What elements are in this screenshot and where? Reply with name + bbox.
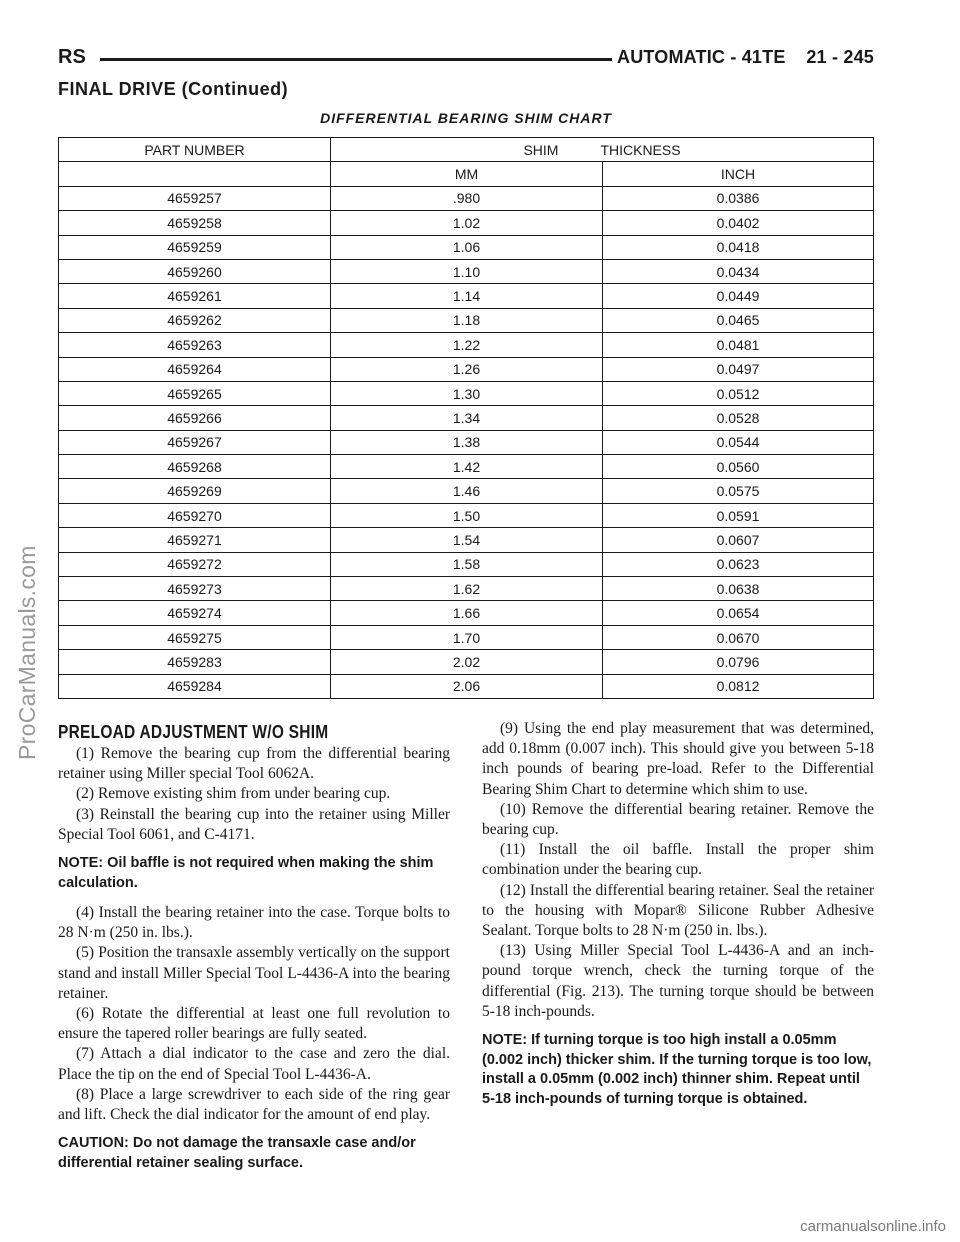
cell-inch: 0.0465: [603, 308, 874, 332]
cell-mm: 1.30: [331, 381, 603, 405]
step-paragraph: (8) Place a large screwdriver to each side of the ring gear and lift. Check the dial indicator for the amount of end play.: [58, 1085, 450, 1124]
cell-part-number: 4659270: [59, 503, 331, 527]
cell-inch: 0.0512: [603, 381, 874, 405]
cell-inch: 0.0434: [603, 259, 874, 283]
step-paragraph: (10) Remove the differential bearing retainer. Remove the bearing cup.: [482, 800, 874, 839]
preload-left-column: [58, 744, 450, 1183]
table-row: [59, 381, 874, 405]
cell-part-number: 4659284: [59, 674, 331, 698]
cell-part-number: 4659269: [59, 479, 331, 503]
table-row: [59, 650, 874, 674]
note-paragraph: NOTE: If turning torque is too high install a 0.05mm (0.002 inch) thicker shim. If the turning torque is too low, install a 0.05mm (0.002 inch) thinner shim. Repeat until 5-18 inch-pounds of turning torque is obtained.: [482, 1032, 872, 1107]
cell-mm: 1.70: [331, 625, 603, 649]
cell-inch: 0.0654: [603, 601, 874, 625]
cell-part-number: 4659263: [59, 333, 331, 357]
cell-part-number: 4659258: [59, 211, 331, 235]
cell-part-number: 4659274: [59, 601, 331, 625]
cell-inch: 0.0591: [603, 503, 874, 527]
page-header: [58, 44, 874, 72]
cell-part-number: 4659264: [59, 357, 331, 381]
watermark: ProCarManuals.com: [14, 545, 40, 760]
cell-mm: 1.58: [331, 552, 603, 576]
cell-mm: 1.34: [331, 406, 603, 430]
cell-inch: 0.0575: [603, 479, 874, 503]
step-paragraph: (13) Using Miller Special Tool L-4436-A and an inch-pound torque wrench, check the turning torque of the differential (Fig. 213). The turning torque should be between 5-18 inch-pounds.: [482, 942, 874, 1020]
cell-inch: 0.0623: [603, 552, 874, 576]
preload-heading: PRELOAD ADJUSTMENT W/O SHIM: [58, 722, 329, 742]
section-continued-title: FINAL DRIVE (Continued): [58, 79, 289, 99]
cell-mm: 1.02: [331, 211, 603, 235]
cell-inch: 0.0812: [603, 674, 874, 698]
note-paragraph: CAUTION: Do not damage the transaxle case and/or differential retainer sealing surface.: [58, 1135, 416, 1171]
step-paragraph: (2) Remove existing shim from under bearing cup.: [76, 785, 391, 803]
cell-mm: 1.46: [331, 479, 603, 503]
cell-inch: 0.0607: [603, 528, 874, 552]
cell-mm: 1.06: [331, 235, 603, 259]
cell-part-number: 4659275: [59, 625, 331, 649]
cell-mm: 1.50: [331, 503, 603, 527]
cell-part-number: 4659266: [59, 406, 331, 430]
cell-inch: 0.0796: [603, 650, 874, 674]
note-paragraph: NOTE: Oil baffle is not required when making the shim calculation.: [58, 855, 434, 891]
table-row: [59, 284, 874, 308]
cell-part-number: 4659259: [59, 235, 331, 259]
cell-inch: 0.0670: [603, 625, 874, 649]
cell-part-number: 4659273: [59, 577, 331, 601]
table-subheader-row: [59, 162, 874, 186]
cell-mm: .980: [331, 186, 603, 210]
header-rs: RS: [58, 46, 86, 68]
cell-part-number: 4659267: [59, 430, 331, 454]
cell-part-number: 4659262: [59, 308, 331, 332]
table-row: [59, 186, 874, 210]
table-header-row: [59, 138, 874, 162]
step-paragraph: (7) Attach a dial indicator to the case and zero the dial. Place the tip on the end of Special Tool L-4436-A.: [58, 1045, 450, 1083]
cell-mm: 1.38: [331, 430, 603, 454]
header-shim: SHIM: [523, 141, 559, 158]
step-paragraph: (1) Remove the bearing cup from the differential bearing retainer using Miller special Tool 6062A.: [58, 745, 450, 783]
table-row: [59, 601, 874, 625]
header-blank: [59, 162, 331, 186]
header-thickness: THICKNESS: [600, 141, 681, 158]
header-rule: [100, 58, 612, 61]
cell-mm: 1.18: [331, 308, 603, 332]
cell-mm: 1.10: [331, 259, 603, 283]
cell-part-number: 4659268: [59, 455, 331, 479]
cell-inch: 0.0497: [603, 357, 874, 381]
cell-mm: 1.14: [331, 284, 603, 308]
step-paragraph: (6) Rotate the differential at least one full revolution to ensure the tapered roller bearings are fully seated.: [58, 1005, 450, 1043]
site-footer: carmanualsonline.info: [800, 1218, 946, 1235]
cell-part-number: 4659272: [59, 552, 331, 576]
step-paragraph: (11) Install the oil baffle. Install the proper shim combination under the bearing cup.: [482, 841, 874, 879]
table-row: [59, 430, 874, 454]
table-row: [59, 674, 874, 698]
cell-mm: 2.02: [331, 650, 603, 674]
cell-mm: 1.22: [331, 333, 603, 357]
table-row: [59, 528, 874, 552]
step-paragraph: (5) Position the transaxle assembly vertically on the support stand and install Miller Special Tool L-4436-A into the bearing retainer.: [58, 944, 450, 1002]
cell-mm: 1.54: [331, 528, 603, 552]
cell-part-number: 4659260: [59, 259, 331, 283]
header-part-number: PART NUMBER: [59, 138, 331, 162]
cell-part-number: 4659265: [59, 381, 331, 405]
cell-inch: 0.0386: [603, 186, 874, 210]
cell-part-number: 4659283: [59, 650, 331, 674]
step-paragraph: (4) Install the bearing retainer into the case. Torque bolts to 28 N·m (250 in. lbs.).: [58, 904, 450, 942]
cell-part-number: 4659271: [59, 528, 331, 552]
header-shim-thickness: [331, 138, 874, 162]
header-mm: MM: [331, 162, 603, 186]
cell-mm: 1.26: [331, 357, 603, 381]
shim-chart-table: [58, 137, 874, 699]
step-paragraph: (12) Install the differential bearing retainer. Seal the retainer to the housing with Mopar® Silicone Rubber Adhesive Sealant. Torque bolts to 28 N·m (250 in. lbs.).: [482, 881, 874, 940]
cell-inch: 0.0418: [603, 235, 874, 259]
shim-chart-title: DIFFERENTIAL BEARING SHIM CHART: [320, 110, 612, 126]
table-row: [59, 235, 874, 259]
cell-mm: 2.06: [331, 674, 603, 698]
cell-inch: 0.0481: [603, 333, 874, 357]
table-row: [59, 455, 874, 479]
preload-right-column: [482, 719, 874, 1119]
cell-inch: 0.0560: [603, 455, 874, 479]
header-section-page: AUTOMATIC - 41TE 21 - 245: [617, 47, 874, 67]
step-paragraph: (9) Using the end play measurement that was determined, add 0.18mm (0.007 inch). This should give you between 5-18 inch pounds of bearing pre-load. Refer to the Differential Bearing Shim Chart to determine which shim to use.: [482, 720, 874, 798]
cell-mm: 1.62: [331, 577, 603, 601]
table-row: [59, 308, 874, 332]
table-row: [59, 577, 874, 601]
header-inch: INCH: [603, 162, 874, 186]
table-row: [59, 357, 874, 381]
table-row: [59, 479, 874, 503]
cell-mm: 1.42: [331, 455, 603, 479]
table-row: [59, 552, 874, 576]
table-row: [59, 333, 874, 357]
cell-inch: 0.0528: [603, 406, 874, 430]
table-row: [59, 259, 874, 283]
step-paragraph: (3) Reinstall the bearing cup into the retainer using Miller Special Tool 6061, and C-4171.: [58, 805, 450, 843]
cell-inch: 0.0544: [603, 430, 874, 454]
cell-mm: 1.66: [331, 601, 603, 625]
table-row: [59, 211, 874, 235]
cell-part-number: 4659261: [59, 284, 331, 308]
cell-inch: 0.0402: [603, 211, 874, 235]
cell-inch: 0.0449: [603, 284, 874, 308]
cell-part-number: 4659257: [59, 186, 331, 210]
table-row: [59, 625, 874, 649]
table-row: [59, 406, 874, 430]
cell-inch: 0.0638: [603, 577, 874, 601]
table-row: [59, 503, 874, 527]
